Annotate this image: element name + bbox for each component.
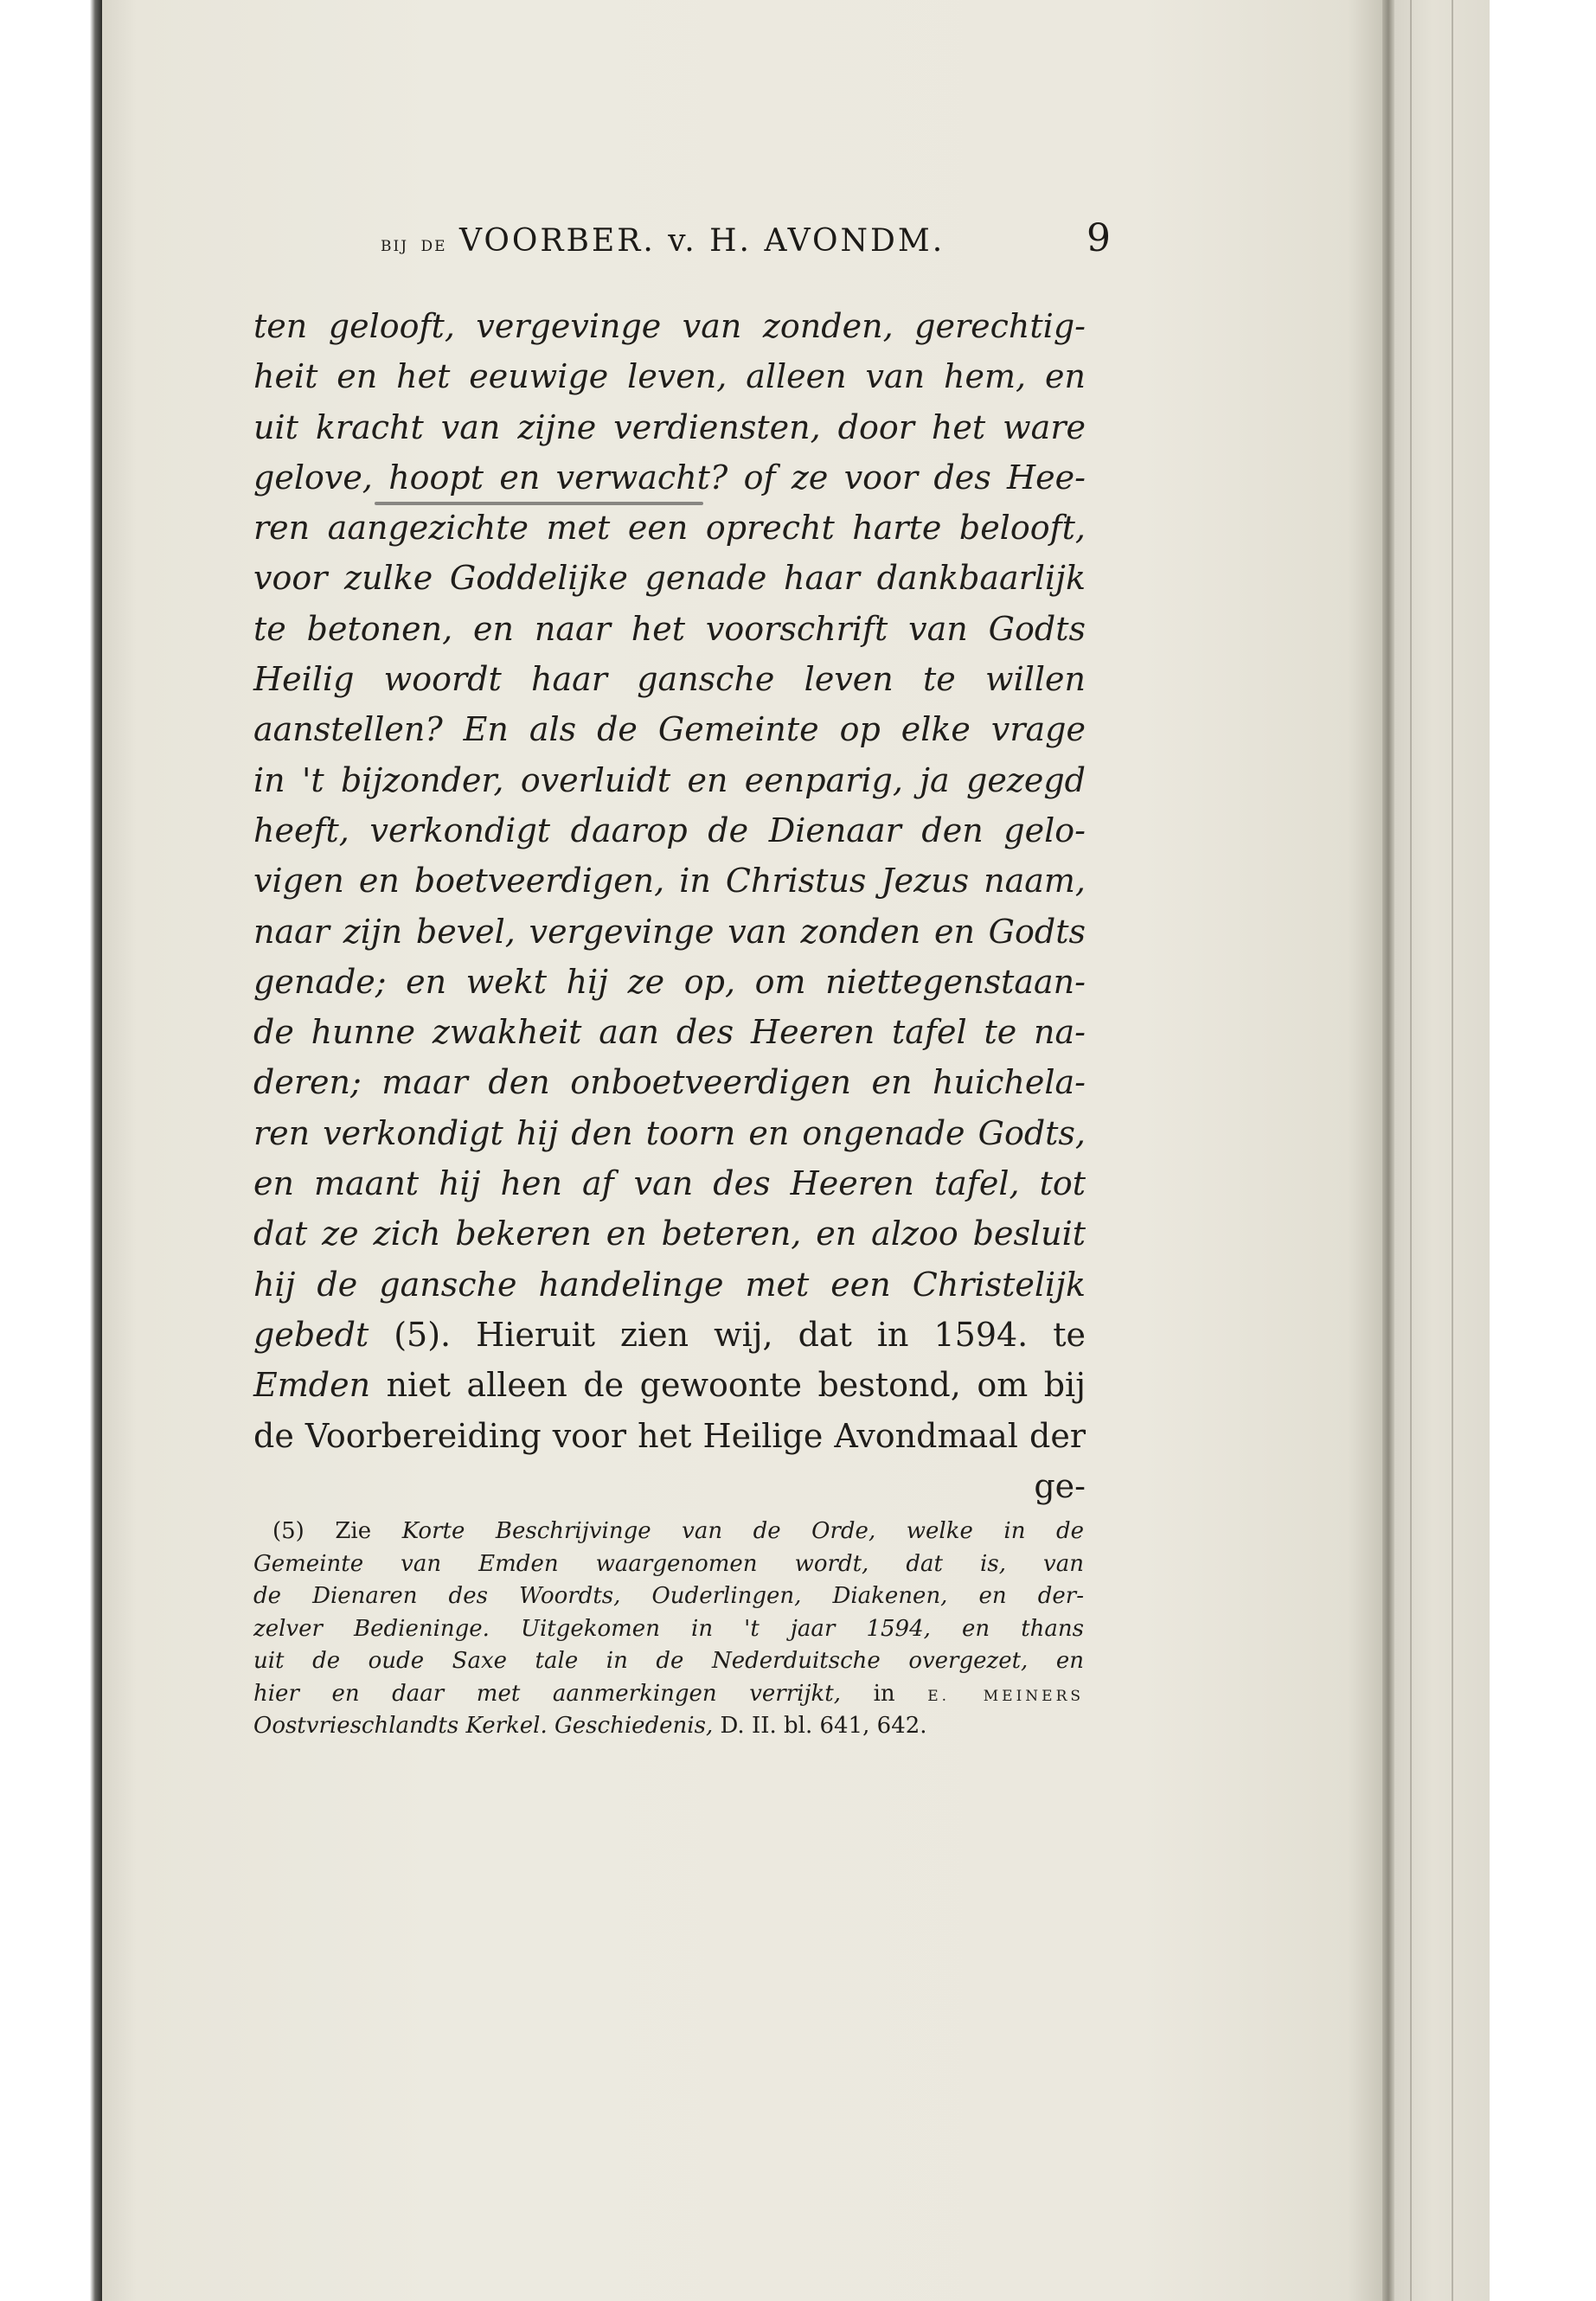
text-line: vigen en boetveerdigen, in Christus Jezus naam, bbox=[253, 862, 1086, 901]
right-margin bbox=[1490, 0, 1596, 2301]
footnote-marker: (5) Zie bbox=[272, 1518, 372, 1544]
running-head-small: BIJ bbox=[381, 238, 409, 255]
footnote bbox=[253, 1516, 1084, 1743]
text-line: hij de gansche handelinge met een Christelijk bbox=[253, 1265, 1086, 1304]
text-line: heit en het eeuwige leven, alleen van hem, en bbox=[253, 357, 1086, 396]
author-name: E. MEINERS bbox=[927, 1687, 1085, 1705]
footnote-line bbox=[253, 1710, 1084, 1743]
text-line: te betonen, en naar het voorschrift van Godts bbox=[253, 609, 1086, 648]
text-line: in 't bijzonder, overluidt en eenparig, ja gezegd bbox=[253, 760, 1086, 799]
italic-run: Emden bbox=[253, 1366, 371, 1405]
text-line: uit kracht van zijne verdiensten, door het ware bbox=[253, 407, 1086, 446]
running-header bbox=[381, 216, 1125, 268]
next-page-edge bbox=[1394, 0, 1490, 2301]
running-head-small: DE bbox=[420, 238, 447, 255]
book-left-edge bbox=[0, 0, 102, 2301]
text-line: genade; en wekt hij ze op, om niettegenstaan- bbox=[253, 962, 1086, 1001]
pencil-underline bbox=[375, 502, 703, 505]
text-line: Heilig woordt haar gansche leven te willen bbox=[253, 660, 1086, 699]
footnote-title: Korte Beschrijvinge van de Orde, welke in de bbox=[401, 1518, 1084, 1544]
text-line bbox=[253, 1310, 1086, 1360]
text-line: naar zijn bevel, vergevinge van zonden en Godts bbox=[253, 912, 1086, 951]
book-gutter bbox=[1382, 0, 1394, 2301]
page-number: 9 bbox=[1086, 216, 1111, 260]
text-line: heeft, verkondigt daarop de Dienaar den gelo- bbox=[253, 811, 1086, 849]
text-line: de hunne zwakheit aan des Heeren tafel te na- bbox=[253, 1013, 1086, 1052]
text-line: ren verkondigt hij den toorn en ongenade Godts, bbox=[253, 1113, 1086, 1152]
footnote-roman: D. II. bl. 641, 642. bbox=[720, 1713, 927, 1739]
footnote-roman: in bbox=[873, 1680, 895, 1707]
footnote-line bbox=[253, 1678, 1084, 1711]
text-line: en maant hij hen af van des Heeren tafel, tot bbox=[253, 1164, 1086, 1203]
catchword: ge- bbox=[1034, 1466, 1086, 1505]
running-head-title: VOORBER. v. H. AVONDM. bbox=[458, 223, 945, 259]
text-line: de Voorbereiding voor het Heilige Avondmaal der bbox=[253, 1416, 1086, 1455]
text-line: voor zulke Goddelijke genade haar dankbaarlijk bbox=[253, 559, 1086, 598]
text-line: dat ze zich bekeren en beteren, en alzoo besluit bbox=[253, 1215, 1086, 1253]
roman-run: niet alleen de gewoonte bestond, om bij bbox=[386, 1366, 1086, 1405]
footnote-line: Gemeinte van Emden waargenomen wordt, dat is, van bbox=[253, 1550, 1084, 1577]
page-edge-line bbox=[1410, 0, 1412, 2301]
body-text bbox=[253, 301, 1086, 1511]
italic-run: gebedt bbox=[253, 1315, 369, 1354]
footnote-line: zelver Bedieninge. Uitgekomen in 't jaar 1594, en thans bbox=[253, 1615, 1084, 1642]
text-line bbox=[253, 1360, 1086, 1410]
footnote-italic: Oostvrieschlandts Kerkel. Geschiedenis, bbox=[253, 1713, 714, 1739]
text-line: aanstellen? En als de Gemeinte op elke vrage bbox=[253, 710, 1086, 749]
text-line: gelove, hoopt en verwacht? of ze voor des Hee- bbox=[253, 458, 1086, 497]
footnote-italic: hier en daar met aanmerkingen verrijkt, bbox=[253, 1680, 842, 1707]
text-line: ten gelooft, vergevinge van zonden, gerechtig- bbox=[253, 307, 1086, 345]
running-head bbox=[381, 223, 945, 259]
text-line: ren aangezichte met een oprecht harte belooft, bbox=[253, 509, 1086, 548]
footnote-line bbox=[253, 1516, 1084, 1548]
roman-run: (5). Hieruit zien wij, dat in 1594. te bbox=[394, 1315, 1086, 1354]
footnote-line: de Dienaren des Woordts, Ouderlingen, Diakenen, en der- bbox=[253, 1583, 1084, 1609]
text-line: deren; maar den onboetveerdigen en huichela- bbox=[253, 1063, 1086, 1102]
page-edge-line bbox=[1452, 0, 1453, 2301]
footnote-line: uit de oude Saxe tale in de Nederduitsche overgezet, en bbox=[253, 1648, 1084, 1674]
